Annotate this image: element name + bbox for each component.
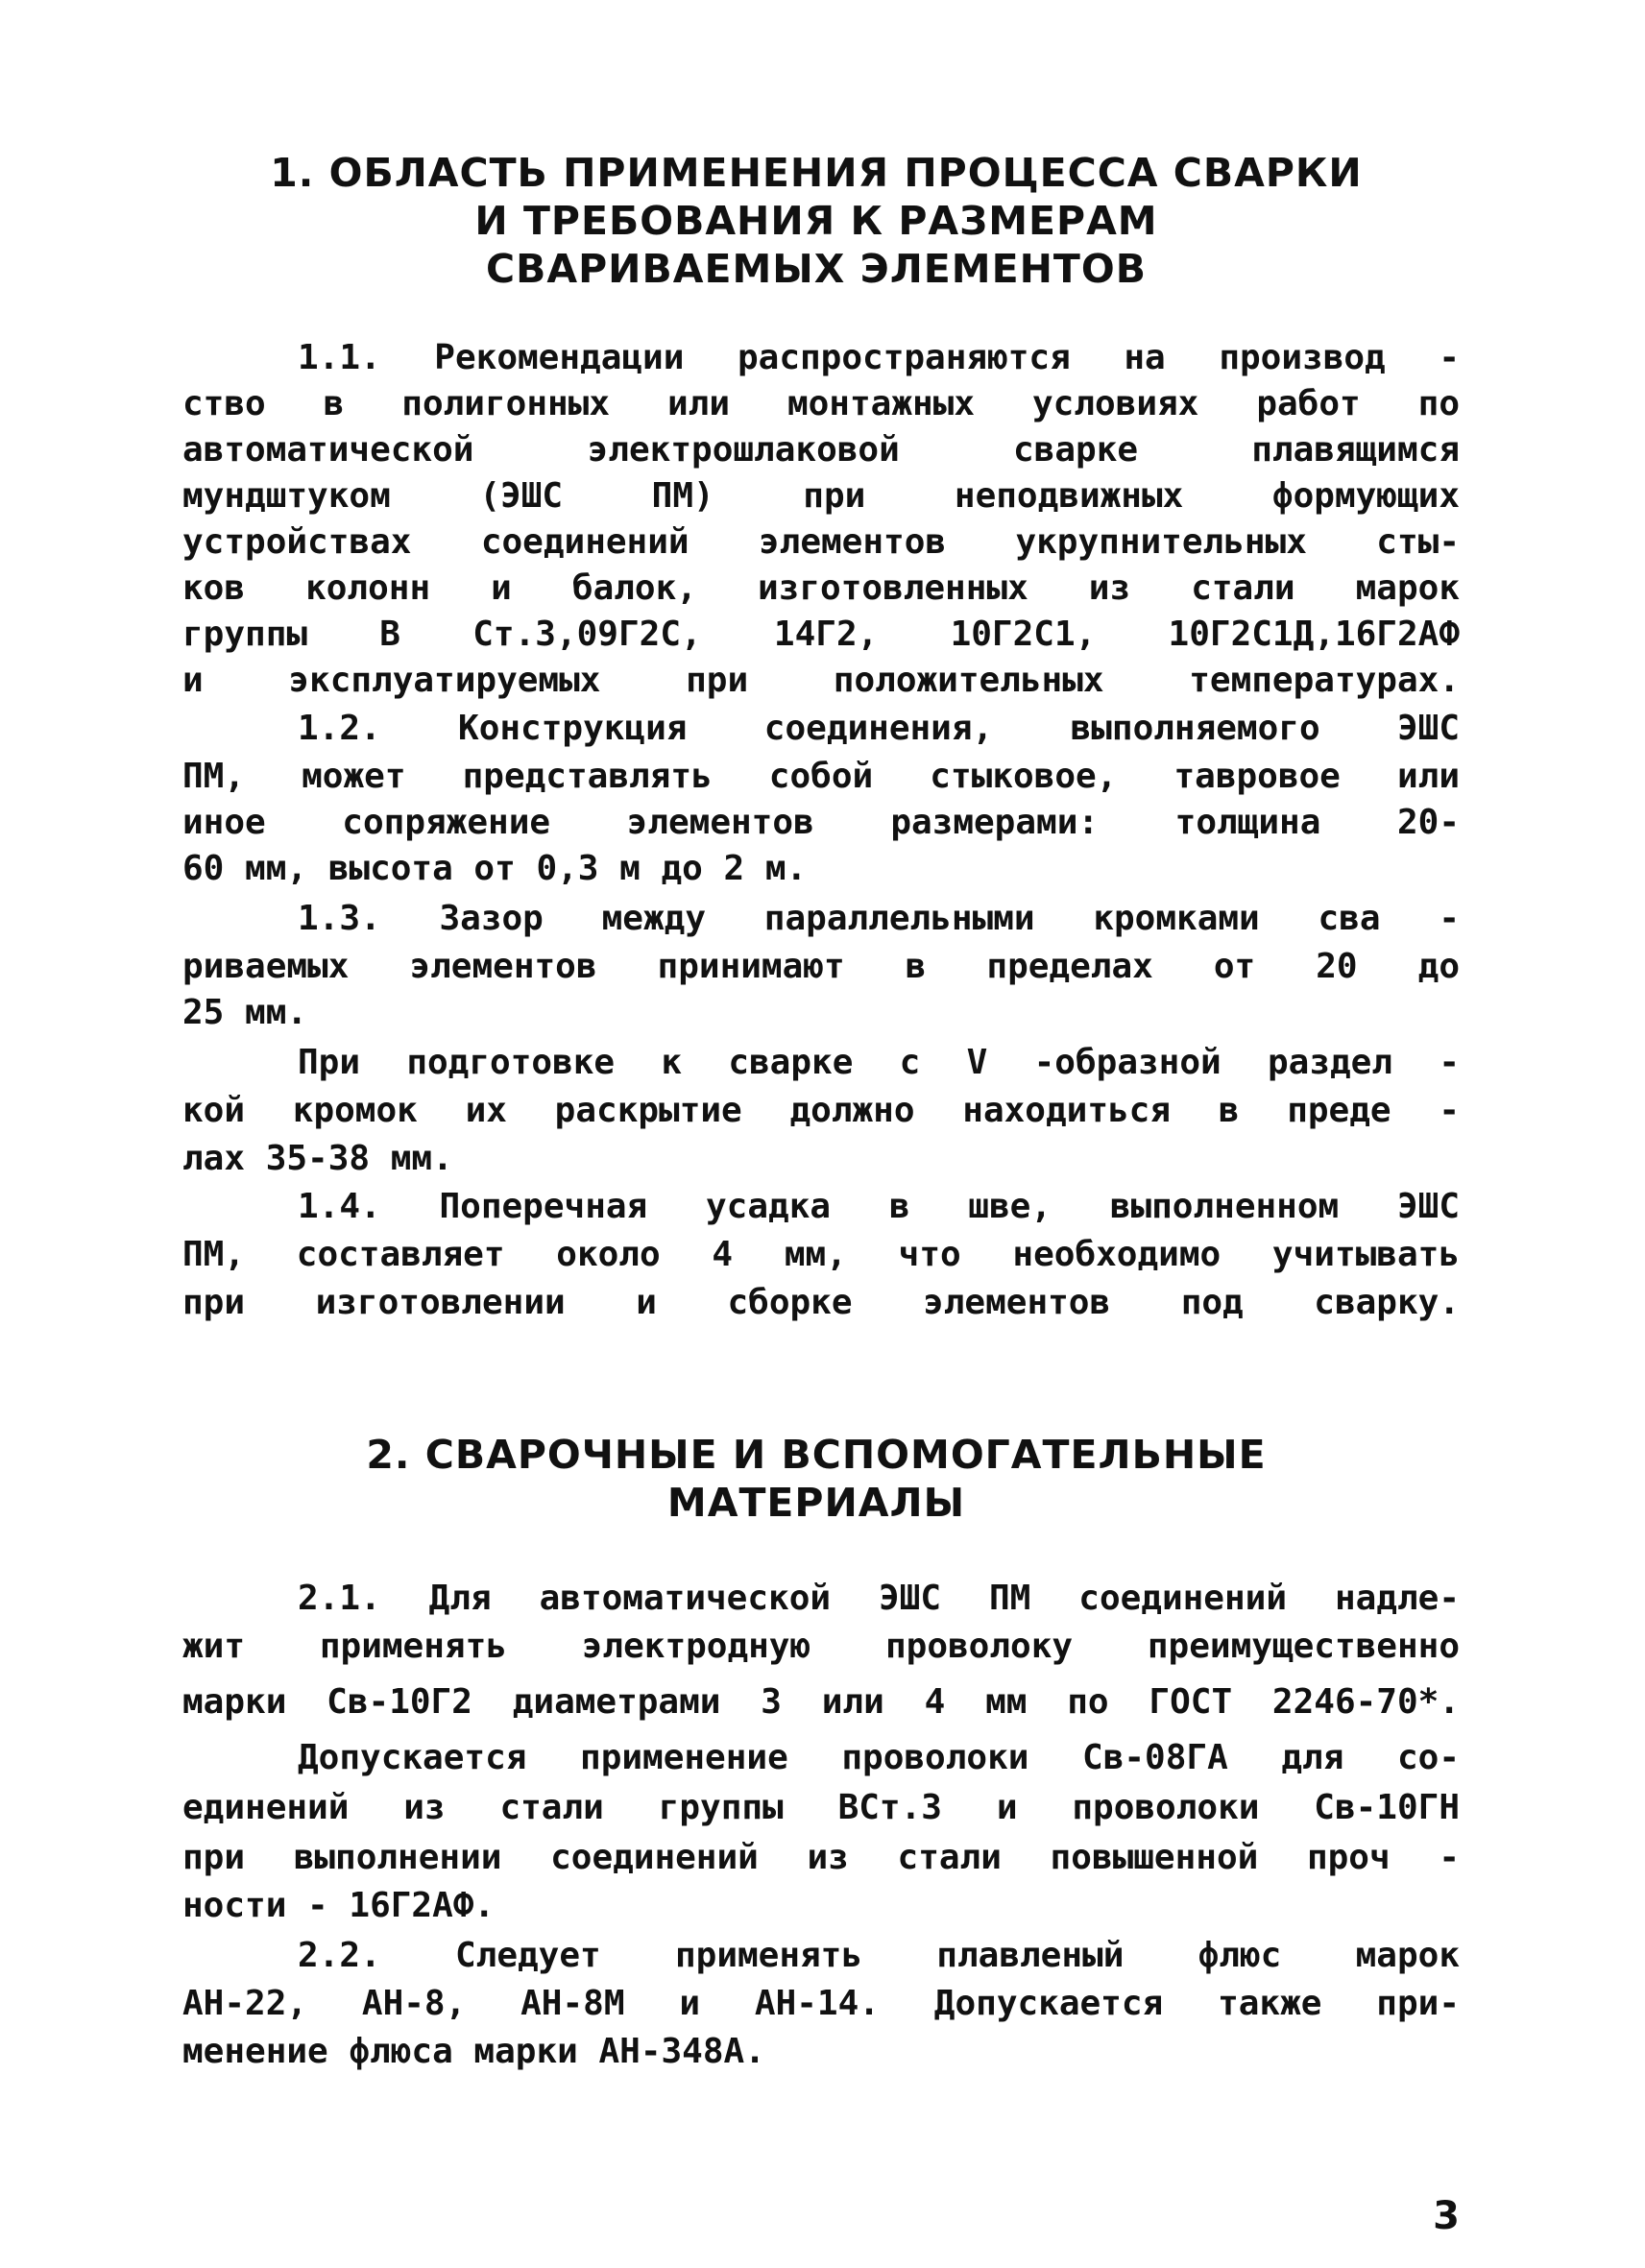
- heading-line: МАТЕРИАЛЫ: [666, 1480, 966, 1526]
- paragraph-2-1-note-line: единений из стали группы ВСт.3 и проволоки Св-10ГН: [182, 1788, 1460, 1827]
- paragraph-1-1-line: устройствах соединений элементов укрупнительных сты-: [182, 522, 1460, 562]
- paragraph-2-2-line: АН-22, АН-8, АН-8М и АН-14. Допускается также при-: [182, 1984, 1460, 2023]
- paragraph-2-1-note-line: ности - 16Г2АФ.: [182, 1886, 496, 1925]
- heading-line: СВАРИВАЕМЫХ ЭЛЕМЕНТОВ: [486, 246, 1147, 292]
- paragraph-1-1-line: 1.1. Рекомендации распространяются на производ -: [298, 338, 1460, 377]
- paragraph-note-line: лах 35-38 мм.: [182, 1139, 453, 1178]
- paragraph-1-3-line: риваемых элементов принимают в пределах от 20 до: [182, 947, 1460, 986]
- paragraph-2-2-line: 2.2. Следует применять плавленый флюс марок: [298, 1936, 1460, 1975]
- heading-line: 1. ОБЛАСТЬ ПРИМЕНЕНИЯ ПРОЦЕССА СВАРКИ: [270, 150, 1363, 196]
- page-number: 3: [1433, 2194, 1460, 2238]
- paragraph-1-3-line: 1.3. Зазор между параллельными кромками сва -: [298, 899, 1460, 938]
- paragraph-1-4-line: 1.4. Поперечная усадка в шве, выполненном ЭШС: [298, 1187, 1460, 1226]
- paragraph-1-2-line: ПМ, может представлять собой стыковое, тавровое или: [182, 757, 1460, 796]
- paragraph-2-1-line: марки Св-10Г2 диаметрами 3 или 4 мм по ГОСТ 2246-70*.: [182, 1682, 1460, 1722]
- paragraph-2-1-line: 2.1. Для автоматической ЭШС ПМ соединений надле-: [298, 1579, 1460, 1618]
- section-2-heading: [144, 1431, 1488, 1527]
- paragraph-2-1-note-line: Допускается применение проволоки Св-08ГА для со-: [298, 1738, 1460, 1777]
- paragraph-1-1-line: группы В Ст.3,09Г2С, 14Г2, 10Г2С1, 10Г2С1Д,16Г2АФ: [182, 615, 1460, 654]
- paragraph-1-1-line: ство в полигонных или монтажных условиях работ по: [182, 384, 1460, 423]
- heading-line: 2. СВАРОЧНЫЕ И ВСПОМОГАТЕЛЬНЫЕ: [366, 1432, 1267, 1478]
- paragraph-1-1-line: мундштуком (ЭШС ПМ) при неподвижных формующих: [182, 476, 1460, 516]
- paragraph-note-line: При подготовке к сварке с V -образной раздел -: [298, 1043, 1460, 1082]
- paragraph-1-1-line: ков колонн и балок, изготовленных из стали марок: [182, 568, 1460, 608]
- paragraph-1-2-line: иное сопряжение элементов размерами: толщина 20-: [182, 803, 1460, 842]
- paragraph-1-1-line: и эксплуатируемых при положительных температурах.: [182, 661, 1460, 700]
- paragraph-1-2-line: 60 мм, высота от 0,3 м до 2 м.: [182, 849, 808, 888]
- paragraph-1-1-line: автоматической электрошлаковой сварке плавящимся: [182, 430, 1460, 470]
- paragraph-1-2-line: 1.2. Конструкция соединения, выполняемого ЭШС: [298, 709, 1460, 748]
- heading-line: И ТРЕБОВАНИЯ К РАЗМЕРАМ: [474, 198, 1158, 244]
- paragraph-2-2-line: менение флюса марки АН-348А.: [182, 2032, 765, 2071]
- paragraph-note-line: кой кромок их раскрытие должно находиться в преде -: [182, 1091, 1460, 1130]
- section-1-heading: [144, 149, 1488, 293]
- paragraph-1-4-line: ПМ, составляет около 4 мм, что необходимо учитывать: [182, 1235, 1460, 1274]
- paragraph-2-1-note-line: при выполнении соединений из стали повышенной проч -: [182, 1838, 1460, 1877]
- paragraph-1-3-line: 25 мм.: [182, 993, 308, 1032]
- paragraph-1-4-line: при изготовлении и сборке элементов под сварку.: [182, 1283, 1460, 1322]
- paragraph-2-1-line: жит применять электродную проволоку преимущественно: [182, 1627, 1460, 1666]
